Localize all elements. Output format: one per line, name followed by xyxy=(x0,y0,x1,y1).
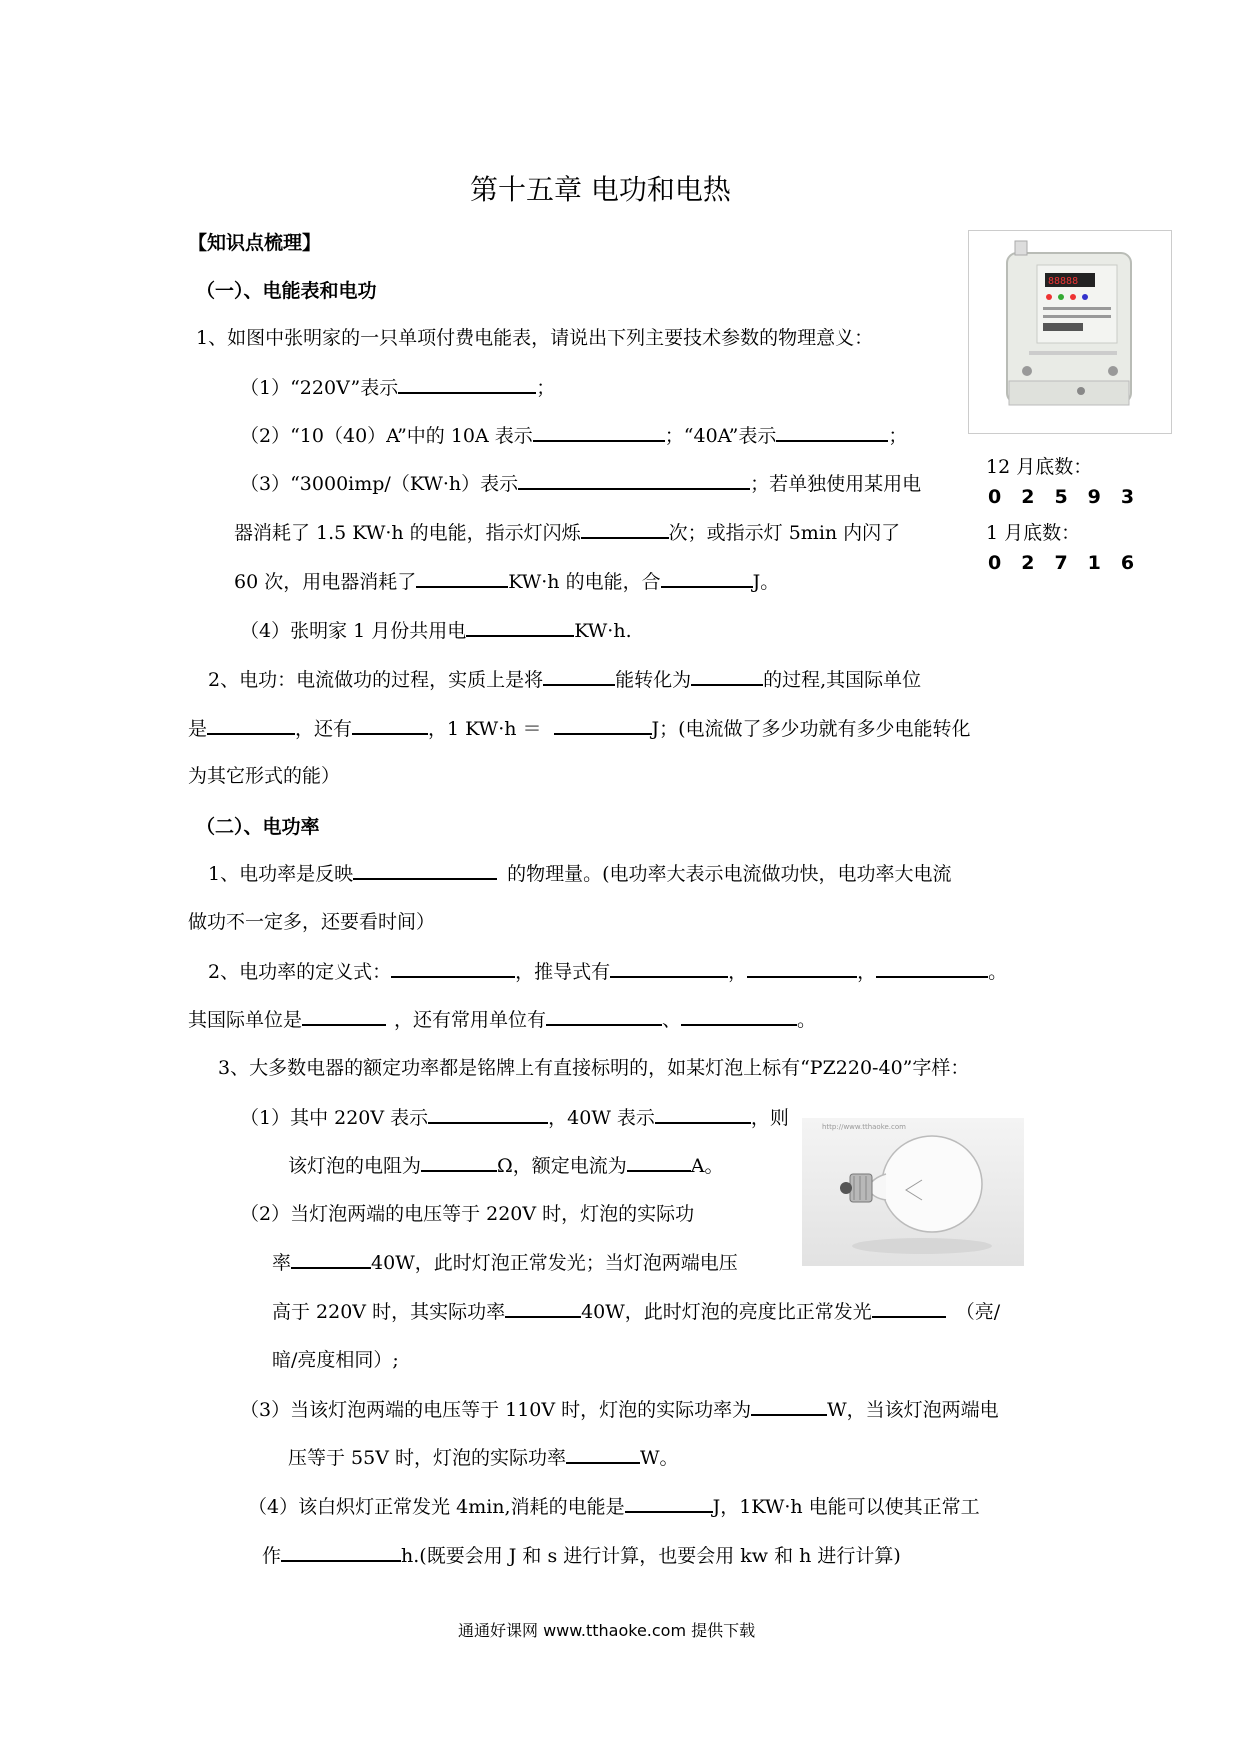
q1-3-c: 器消耗了 1.5 KW·h 的电能，指示灯闪烁 xyxy=(234,522,581,544)
p2-q3-2-f: （亮/ xyxy=(955,1301,1001,1323)
blank[interactable] xyxy=(543,666,615,686)
q2-c: 的过程,其国际单位 xyxy=(763,669,922,691)
blank[interactable] xyxy=(872,1298,946,1318)
p2-q2-h: 、 xyxy=(662,1009,682,1031)
blank[interactable] xyxy=(625,1493,713,1513)
q1-3-d: 次；或指示灯 5min 内闪了 xyxy=(668,522,901,544)
p2-q3-2-line1: （2）当灯泡两端的电压等于 220V 时，灯泡的实际功 xyxy=(240,1203,695,1225)
p2-q2-g: ，还有常用单位有 xyxy=(394,1009,547,1031)
q1-3-line3 xyxy=(234,568,779,595)
q1-3-line2 xyxy=(234,519,900,546)
blank[interactable] xyxy=(581,519,669,539)
jan-label: 1 月底数： xyxy=(986,522,1081,544)
light-bulb-image xyxy=(802,1118,1024,1266)
p2-q3-3-a: （3）当该灯泡两端的电压等于 110V 时，灯泡的实际功率为 xyxy=(240,1399,752,1421)
q1-4-b: KW·h. xyxy=(574,620,632,642)
p2-q3-4-line1 xyxy=(248,1493,980,1520)
section-heading: 【知识点梳理】 xyxy=(188,232,322,254)
p2-q2-line2 xyxy=(188,1006,816,1033)
blank[interactable] xyxy=(533,422,665,442)
p2-q1-b: 的物理量。(电功率大表示电流做功快，电功率大电流 xyxy=(507,863,952,885)
p2-q2-b: ，推导式有 xyxy=(515,961,611,983)
p2-q3-3-b: W，当该灯泡两端电 xyxy=(827,1399,999,1421)
page-footer: 通通好课网 www.tthaoke.com 提供下载 xyxy=(458,1621,756,1640)
p2-q1-a: 1、电功率是反映 xyxy=(208,863,354,885)
p2-q3-4-c: 作 xyxy=(262,1545,282,1567)
p2-q3-1-d: 该灯泡的电阻为 xyxy=(288,1155,422,1177)
blank[interactable] xyxy=(554,715,652,735)
electric-meter-image xyxy=(968,230,1172,434)
p2-q2-line1 xyxy=(208,958,1007,985)
p2-q3-2-b: 率 xyxy=(272,1252,292,1274)
blank[interactable] xyxy=(655,1104,751,1124)
dec-reading-label xyxy=(986,452,1092,479)
blank[interactable] xyxy=(566,1444,640,1464)
blank[interactable] xyxy=(466,617,574,637)
q1-2-b: ；“40A”表示 xyxy=(664,425,777,447)
dec-label: 12 月底数： xyxy=(986,456,1093,478)
p2-q3-4-line2 xyxy=(262,1542,901,1569)
blank[interactable] xyxy=(627,1152,691,1172)
blank[interactable] xyxy=(747,958,857,978)
q1-1-line xyxy=(240,374,555,401)
p2-q1-line2: 做功不一定多，还要看时间） xyxy=(188,911,436,933)
p2-q2-e: 。 xyxy=(988,961,1008,983)
p2-q3-4-b: J，1KW·h 电能可以使其正常工 xyxy=(712,1496,980,1518)
p2-q3-2-line3 xyxy=(272,1298,1000,1325)
page-title: 第十五章 电功和电热 xyxy=(470,173,731,206)
blank[interactable] xyxy=(428,1104,548,1124)
p2-q2-a: 2、电功率的定义式： xyxy=(208,961,392,983)
p2-q3-1-a: （1）其中 220V 表示 xyxy=(240,1107,429,1129)
p2-q3-line: 3、大多数电器的额定功率都是铭牌上有直接标明的，如某灯泡上标有“PZ220-40”字样： xyxy=(218,1057,970,1079)
part1-heading: （一）、电能表和电功 xyxy=(196,280,377,302)
p2-q3-1-line1 xyxy=(240,1104,789,1131)
blank[interactable] xyxy=(518,470,750,490)
blank[interactable] xyxy=(661,568,753,588)
q1-1-b: ； xyxy=(536,377,556,399)
blank[interactable] xyxy=(207,715,295,735)
p2-q3-3-line1 xyxy=(240,1396,999,1423)
q2-b: 能转化为 xyxy=(615,669,692,691)
p2-q2-f: 其国际单位是 xyxy=(188,1009,303,1031)
p2-q3-3-d: W。 xyxy=(639,1447,679,1469)
p2-q2-i: 。 xyxy=(797,1009,817,1031)
p2-q3-2-line4: 暗/亮度相同）; xyxy=(272,1349,399,1371)
blank[interactable] xyxy=(505,1298,581,1318)
q2-line1 xyxy=(208,666,921,693)
svg-text:88888: 88888 xyxy=(1048,276,1079,287)
q1-3-f: KW·h 的电能，合 xyxy=(508,571,661,593)
p2-q3-1-b: ，40W 表示 xyxy=(548,1107,655,1129)
part2-heading: （二）、电功率 xyxy=(196,816,320,838)
q1-2-a: （2）“10（40）A”中的 10A 表示 xyxy=(240,425,533,447)
q1-intro: 1、如图中张明家的一只单项付费电能表，请说出下列主要技术参数的物理意义： xyxy=(196,327,874,349)
p2-q2-c: ， xyxy=(728,961,748,983)
dec-reading-digits: 02593 xyxy=(988,486,1155,508)
bulb-watermark: http://www.tthaoke.com xyxy=(822,1123,906,1131)
blank[interactable] xyxy=(776,422,888,442)
q2-line2 xyxy=(188,715,971,742)
q2-a: 2、电功：电流做功的过程，实质上是将 xyxy=(208,669,544,691)
q1-4-a: （4）张明家 1 月份共用电 xyxy=(240,620,467,642)
p2-q3-2-c: 40W，此时灯泡正常发光；当灯泡两端电压 xyxy=(371,1252,738,1274)
blank[interactable] xyxy=(352,715,428,735)
blank[interactable] xyxy=(876,958,988,978)
q2-line3: 为其它形式的能） xyxy=(188,765,341,787)
jan-reading-digits: 02716 xyxy=(988,552,1155,574)
blank[interactable] xyxy=(691,666,763,686)
p2-q1-line1 xyxy=(208,860,952,887)
blank[interactable] xyxy=(610,958,728,978)
q1-3-g: J。 xyxy=(752,571,780,593)
p2-q3-1-c: ，则 xyxy=(750,1107,789,1129)
q2-g: J；(电流做了多少功就有多少电能转化 xyxy=(651,718,971,740)
p2-q3-3-c: 压等于 55V 时，灯泡的实际功率 xyxy=(288,1447,566,1469)
p2-q3-4-a: （4）该白炽灯正常发光 4min,消耗的电能是 xyxy=(248,1496,625,1518)
p2-q3-2-line2 xyxy=(272,1249,738,1276)
blank[interactable] xyxy=(681,1006,797,1026)
blank[interactable] xyxy=(546,1006,662,1026)
blank[interactable] xyxy=(751,1396,827,1416)
blank[interactable] xyxy=(291,1249,371,1269)
q1-4-line xyxy=(240,617,632,644)
blank[interactable] xyxy=(398,374,536,394)
q1-2-c: ； xyxy=(888,425,908,447)
p2-q3-1-line2 xyxy=(288,1152,724,1179)
p2-q3-1-e: Ω，额定电流为 xyxy=(497,1155,627,1177)
blank[interactable] xyxy=(281,1542,401,1562)
p2-q3-1-f: A。 xyxy=(690,1155,724,1177)
p2-q3-3-line2 xyxy=(288,1444,679,1471)
q2-d: 是 xyxy=(188,718,208,740)
q1-2-line xyxy=(240,422,907,449)
p2-q3-2-e: 40W，此时灯泡的亮度比正常发光 xyxy=(581,1301,872,1323)
q2-e: ，还有 xyxy=(295,718,353,740)
q2-f: ，1 KW·h ＝ xyxy=(428,718,542,740)
blank[interactable] xyxy=(421,1152,497,1172)
q1-3-b: ；若单独使用某用电 xyxy=(750,473,922,495)
p2-q3-4-d: h.(既要会用 J 和 s 进行计算，也要会用 kw 和 h 进行计算) xyxy=(401,1545,901,1567)
p2-q2-d: ， xyxy=(857,961,877,983)
blank[interactable] xyxy=(416,568,508,588)
blank[interactable] xyxy=(391,958,515,978)
jan-reading-label xyxy=(986,518,1080,545)
q1-3-e: 60 次，用电器消耗了 xyxy=(234,571,417,593)
q1-3-a: （3）“3000imp/（KW·h）表示 xyxy=(240,473,519,495)
q1-3-line1 xyxy=(240,470,921,497)
blank[interactable] xyxy=(302,1006,386,1026)
blank[interactable] xyxy=(353,860,497,880)
q1-1-a: （1）“220V”表示 xyxy=(240,377,399,399)
p2-q3-2-d: 高于 220V 时，其实际功率 xyxy=(272,1301,506,1323)
